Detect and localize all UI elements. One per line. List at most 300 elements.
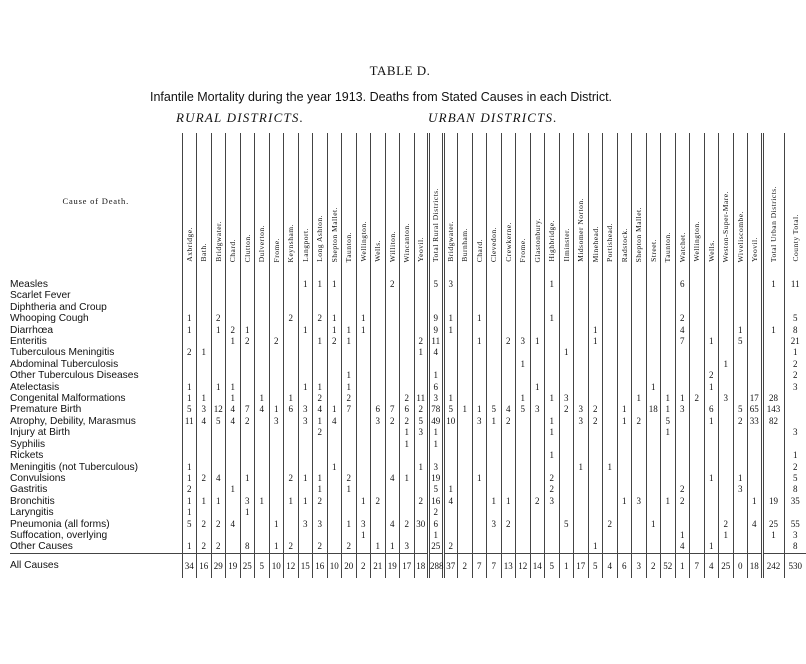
count-cell: 2: [646, 553, 661, 578]
count-cell: [574, 336, 589, 347]
count-cell: [646, 325, 661, 336]
count-cell: 13: [501, 553, 516, 578]
column-header-label: Williton.: [387, 230, 397, 262]
count-cell: 2: [284, 541, 299, 553]
count-cell: [588, 347, 603, 358]
count-cell: [255, 290, 270, 301]
count-cell: 1: [530, 336, 545, 347]
count-cell: [385, 302, 400, 313]
column-header-label: Dulverton.: [257, 224, 267, 262]
count-cell: [240, 279, 255, 290]
column-header-label: Axbridge.: [184, 227, 194, 262]
count-cell: [501, 290, 516, 301]
count-cell: 3: [240, 496, 255, 507]
count-cell: [675, 302, 690, 313]
count-cell: [516, 473, 531, 484]
count-cell: [733, 541, 748, 553]
count-cell: [690, 530, 705, 541]
cause-label: Atrophy, Debility, Marasmus: [10, 415, 136, 427]
count-cell: [414, 302, 429, 313]
column-header: [443, 133, 458, 268]
cause-label: Scarlet Fever: [10, 290, 71, 302]
count-cell: [690, 427, 705, 438]
count-cell: 7: [240, 404, 255, 415]
count-cell: [588, 427, 603, 438]
cause-label: Bronchitis: [10, 495, 55, 507]
count-cell: [487, 427, 502, 438]
count-cell: [690, 325, 705, 336]
column-header: [487, 133, 502, 268]
count-cell: [269, 496, 284, 507]
count-cell: [298, 530, 313, 541]
count-cell: 1: [472, 473, 487, 484]
count-cell: 1: [545, 279, 560, 290]
count-cell: 1: [472, 404, 487, 415]
count-cell: [617, 325, 632, 336]
count-cell: [762, 427, 784, 438]
count-cell: [197, 439, 212, 450]
count-cell: [501, 462, 516, 473]
count-cell: [617, 393, 632, 404]
count-cell: 1: [313, 484, 328, 495]
count-cell: [400, 450, 415, 461]
count-cell: [226, 302, 241, 313]
count-cell: [327, 393, 342, 404]
table-body: [10, 268, 806, 578]
count-cell: [255, 382, 270, 393]
count-cell: 1: [342, 370, 357, 381]
count-cell: [661, 382, 676, 393]
table-row: [10, 519, 806, 530]
cause-label: Meningitis (not Tuberculous): [10, 461, 138, 473]
count-cell: [284, 290, 299, 301]
count-cell: 3: [784, 530, 806, 541]
count-cell: 1: [429, 439, 444, 450]
column-header: [574, 133, 589, 268]
count-cell: 1: [342, 484, 357, 495]
count-cell: 2: [414, 336, 429, 347]
count-cell: 4: [675, 325, 690, 336]
count-cell: [298, 507, 313, 518]
count-cell: [632, 347, 647, 358]
column-header-label: Frome.: [271, 237, 281, 262]
count-cell: 1: [516, 393, 531, 404]
count-cell: 1: [313, 382, 328, 393]
column-header: [269, 133, 284, 268]
count-cell: [603, 302, 618, 313]
table-row: [10, 290, 806, 301]
count-cell: 2: [530, 496, 545, 507]
count-cell: [269, 439, 284, 450]
count-cell: 1: [784, 450, 806, 461]
count-cell: 1: [356, 496, 371, 507]
count-cell: [762, 450, 784, 461]
count-cell: [211, 370, 226, 381]
count-cell: [661, 450, 676, 461]
count-cell: [617, 530, 632, 541]
count-cell: 1: [313, 336, 328, 347]
count-cell: [704, 530, 719, 541]
count-cell: 10: [327, 553, 342, 578]
count-cell: 2: [269, 336, 284, 347]
column-header-label: Wincanton.: [402, 222, 412, 262]
count-cell: 1: [719, 359, 734, 370]
count-cell: 5: [516, 404, 531, 415]
count-cell: 1: [182, 393, 197, 404]
table-row: [10, 404, 806, 415]
count-cell: [313, 325, 328, 336]
count-cell: 7: [690, 553, 705, 578]
count-cell: [704, 450, 719, 461]
count-cell: 3: [632, 496, 647, 507]
count-cell: [327, 530, 342, 541]
column-header: [197, 133, 212, 268]
count-cell: [226, 359, 241, 370]
count-cell: [284, 462, 299, 473]
count-cell: 2: [559, 404, 574, 415]
count-cell: 6: [675, 279, 690, 290]
count-cell: 3: [197, 404, 212, 415]
count-cell: [719, 302, 734, 313]
count-cell: [385, 439, 400, 450]
count-cell: [617, 370, 632, 381]
count-cell: 1: [182, 496, 197, 507]
count-cell: 1: [661, 393, 676, 404]
count-cell: 1: [371, 541, 386, 553]
count-cell: [704, 439, 719, 450]
count-cell: [646, 279, 661, 290]
count-cell: [458, 325, 473, 336]
column-header-label: Long Ashton.: [315, 215, 325, 262]
count-cell: 1: [545, 313, 560, 324]
count-cell: 6: [429, 519, 444, 530]
count-cell: 12: [211, 404, 226, 415]
column-header: [661, 133, 676, 268]
count-cell: [661, 325, 676, 336]
count-cell: 1: [632, 393, 647, 404]
count-cell: 1: [327, 313, 342, 324]
count-cell: [748, 382, 763, 393]
count-cell: 4: [211, 473, 226, 484]
count-cell: 25: [429, 541, 444, 553]
count-cell: [545, 541, 560, 553]
count-cell: 2: [545, 484, 560, 495]
count-cell: [661, 370, 676, 381]
count-cell: 2: [197, 473, 212, 484]
count-cell: [516, 370, 531, 381]
count-cell: 1: [342, 382, 357, 393]
count-cell: 2: [588, 404, 603, 415]
count-cell: [400, 484, 415, 495]
count-cell: 49: [429, 416, 444, 427]
count-cell: [588, 382, 603, 393]
count-cell: [487, 359, 502, 370]
cause-label: Injury at Birth: [10, 427, 71, 439]
column-header-label: Chard.: [474, 238, 484, 262]
count-cell: [632, 427, 647, 438]
count-cell: [559, 370, 574, 381]
count-cell: [748, 347, 763, 358]
count-cell: [574, 439, 589, 450]
count-cell: [226, 530, 241, 541]
count-cell: [617, 450, 632, 461]
count-cell: [603, 336, 618, 347]
count-cell: [617, 290, 632, 301]
count-cell: [255, 427, 270, 438]
count-cell: [356, 370, 371, 381]
count-cell: 3: [559, 393, 574, 404]
count-cell: 1: [240, 507, 255, 518]
count-cell: 1: [197, 393, 212, 404]
count-cell: [719, 473, 734, 484]
count-cell: [661, 519, 676, 530]
count-cell: 52: [661, 553, 676, 578]
count-cell: [661, 336, 676, 347]
column-header-label: Wellington.: [358, 221, 368, 262]
count-cell: [704, 393, 719, 404]
count-cell: [211, 530, 226, 541]
count-cell: [400, 507, 415, 518]
count-cell: [646, 530, 661, 541]
count-cell: [784, 507, 806, 518]
count-cell: [574, 530, 589, 541]
count-cell: [226, 541, 241, 553]
column-header: [182, 133, 197, 268]
column-header-label: Total Urban Districts.: [769, 185, 778, 262]
count-cell: [298, 336, 313, 347]
count-cell: [632, 473, 647, 484]
count-cell: [240, 393, 255, 404]
count-cell: 3: [356, 519, 371, 530]
count-cell: [559, 359, 574, 370]
count-cell: [356, 336, 371, 347]
count-cell: [414, 439, 429, 450]
count-cell: [545, 462, 560, 473]
cause-label: Whooping Cough: [10, 313, 89, 325]
count-cell: 5: [784, 313, 806, 324]
count-cell: [733, 370, 748, 381]
count-cell: 2: [588, 416, 603, 427]
count-cell: [559, 439, 574, 450]
count-cell: [574, 279, 589, 290]
count-cell: [646, 484, 661, 495]
count-cell: [226, 507, 241, 518]
count-cell: 1: [748, 496, 763, 507]
table-row: [10, 359, 806, 370]
count-cell: [733, 507, 748, 518]
count-cell: [588, 484, 603, 495]
count-cell: [472, 393, 487, 404]
count-cell: 2: [197, 519, 212, 530]
count-cell: 2: [313, 313, 328, 324]
count-cell: [733, 427, 748, 438]
count-cell: [574, 496, 589, 507]
count-cell: 2: [385, 416, 400, 427]
count-cell: [298, 347, 313, 358]
count-cell: [458, 484, 473, 495]
count-cell: [545, 336, 560, 347]
column-header: [588, 133, 603, 268]
count-cell: 17: [748, 393, 763, 404]
count-cell: 33: [748, 416, 763, 427]
count-cell: 1: [414, 462, 429, 473]
count-cell: 3: [472, 416, 487, 427]
count-cell: [748, 541, 763, 553]
count-cell: [472, 325, 487, 336]
cause-label: Enteritis: [10, 336, 47, 348]
count-cell: [197, 336, 212, 347]
count-cell: [675, 519, 690, 530]
column-header: [516, 133, 531, 268]
column-header: [284, 133, 299, 268]
column-header-label: Shepton Mallet.: [329, 206, 339, 262]
count-cell: [516, 416, 531, 427]
count-cell: [690, 290, 705, 301]
count-cell: 3: [414, 427, 429, 438]
count-cell: [559, 530, 574, 541]
count-cell: [675, 382, 690, 393]
count-cell: [501, 450, 516, 461]
count-cell: 29: [211, 553, 226, 578]
count-cell: [690, 484, 705, 495]
count-cell: [588, 507, 603, 518]
count-cell: 11: [784, 279, 806, 290]
count-cell: [530, 416, 545, 427]
count-cell: [327, 290, 342, 301]
count-cell: 1: [733, 473, 748, 484]
count-cell: [472, 484, 487, 495]
count-cell: 2: [197, 541, 212, 553]
count-cell: [719, 404, 734, 415]
count-cell: [327, 382, 342, 393]
count-cell: 7: [385, 404, 400, 415]
count-cell: 1: [443, 313, 458, 324]
count-cell: [240, 450, 255, 461]
count-cell: [603, 507, 618, 518]
count-cell: [240, 484, 255, 495]
count-cell: 1: [646, 382, 661, 393]
count-cell: [784, 290, 806, 301]
count-cell: 3: [298, 416, 313, 427]
count-cell: [588, 393, 603, 404]
column-header-label: Taunton.: [663, 231, 673, 262]
count-cell: [516, 507, 531, 518]
column-header: [545, 133, 560, 268]
count-cell: 1: [226, 336, 241, 347]
table-row: [10, 462, 806, 473]
count-cell: [646, 302, 661, 313]
count-cell: 1: [675, 393, 690, 404]
count-cell: [313, 359, 328, 370]
count-cell: [371, 519, 386, 530]
count-cell: [516, 427, 531, 438]
table-row: [10, 416, 806, 427]
count-cell: [443, 347, 458, 358]
count-cell: [269, 325, 284, 336]
count-cell: [269, 427, 284, 438]
count-cell: 5: [784, 473, 806, 484]
count-cell: 7: [472, 553, 487, 578]
count-cell: [545, 370, 560, 381]
count-cell: [603, 325, 618, 336]
count-cell: [472, 450, 487, 461]
count-cell: 17: [574, 553, 589, 578]
count-cell: [414, 473, 429, 484]
count-cell: 5: [661, 416, 676, 427]
count-cell: [690, 279, 705, 290]
count-cell: 2: [211, 313, 226, 324]
count-cell: [603, 290, 618, 301]
cause-label: Laryngitis: [10, 507, 54, 519]
count-cell: [472, 439, 487, 450]
count-cell: 6: [617, 553, 632, 578]
count-cell: [472, 290, 487, 301]
count-cell: [385, 427, 400, 438]
count-cell: [255, 359, 270, 370]
count-cell: [342, 347, 357, 358]
count-cell: [762, 359, 784, 370]
count-cell: 18: [414, 553, 429, 578]
count-cell: [574, 302, 589, 313]
count-cell: 2: [327, 336, 342, 347]
column-header-label: Clutton.: [242, 233, 252, 262]
count-cell: [646, 359, 661, 370]
count-cell: [472, 279, 487, 290]
count-cell: [762, 302, 784, 313]
count-cell: [690, 439, 705, 450]
column-header: [617, 133, 632, 268]
count-cell: [559, 450, 574, 461]
count-cell: 3: [719, 393, 734, 404]
count-cell: 5: [211, 416, 226, 427]
count-cell: [559, 541, 574, 553]
count-cell: [748, 279, 763, 290]
urban-heading: URBAN DISTRICTS.: [428, 110, 558, 125]
count-cell: [385, 290, 400, 301]
count-cell: 1: [733, 325, 748, 336]
count-cell: 65: [748, 404, 763, 415]
count-cell: 2: [675, 313, 690, 324]
count-cell: [545, 290, 560, 301]
count-cell: [559, 473, 574, 484]
cause-label: Other Tuberculous Diseases: [10, 370, 139, 382]
count-cell: 1: [313, 473, 328, 484]
count-cell: [255, 450, 270, 461]
count-cell: 1: [211, 382, 226, 393]
count-cell: 3: [371, 416, 386, 427]
count-cell: 17: [400, 553, 415, 578]
count-cell: 1: [226, 484, 241, 495]
count-cell: 1: [443, 325, 458, 336]
count-cell: [588, 302, 603, 313]
count-cell: [327, 370, 342, 381]
count-cell: [197, 382, 212, 393]
count-cell: [603, 530, 618, 541]
count-cell: [762, 290, 784, 301]
count-cell: [719, 416, 734, 427]
count-cell: [211, 347, 226, 358]
count-cell: [762, 347, 784, 358]
count-cell: [545, 507, 560, 518]
count-cell: [269, 484, 284, 495]
count-cell: [284, 347, 299, 358]
count-cell: 1: [443, 484, 458, 495]
column-header-label: Midsomer Norton.: [576, 198, 586, 262]
count-cell: 6: [284, 404, 299, 415]
count-cell: [255, 416, 270, 427]
count-cell: [298, 427, 313, 438]
count-cell: [748, 507, 763, 518]
